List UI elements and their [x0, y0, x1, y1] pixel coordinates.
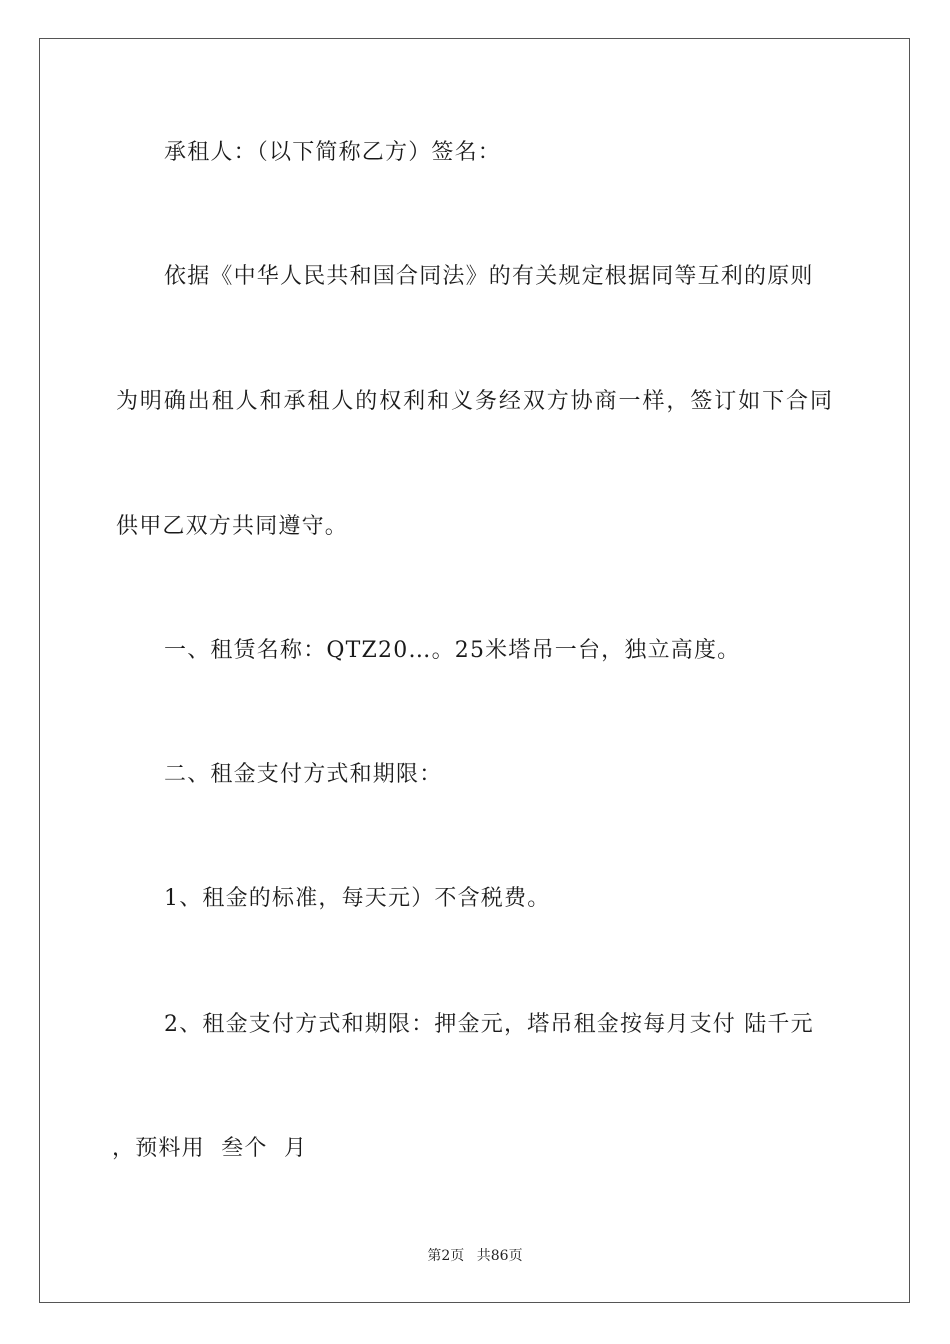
paragraph-line: 依据《中华人民共和国合同法》的有关规定根据同等互利的原则	[164, 264, 814, 289]
clause-heading: 一、租赁名称：QTZ20…。25米塔吊一台，独立高度。	[164, 638, 741, 663]
paragraph-line: 为明确出租人和承租人的权利和义务经双方协商一样，签订如下合同	[116, 389, 832, 414]
lessee-signature-line: 承租人：（以下简称乙方）签名：	[164, 140, 502, 165]
total-pages: 共86页	[476, 1248, 523, 1264]
page-border	[39, 38, 910, 1303]
clause-item: 1、租金的标准，每天元）不含税费。	[164, 886, 551, 911]
clause-item-continuation: ，预料用 叁个 月	[112, 1136, 308, 1161]
paragraph-line: 供甲乙双方共同遵守。	[116, 514, 349, 539]
page-number: 第2页	[427, 1248, 465, 1264]
clause-heading: 二、租金支付方式和期限：	[164, 762, 443, 787]
page-footer	[0, 1247, 950, 1265]
clause-item: 2、租金支付方式和期限：押金元，塔吊租金按每月支付 陆千元	[164, 1012, 814, 1037]
